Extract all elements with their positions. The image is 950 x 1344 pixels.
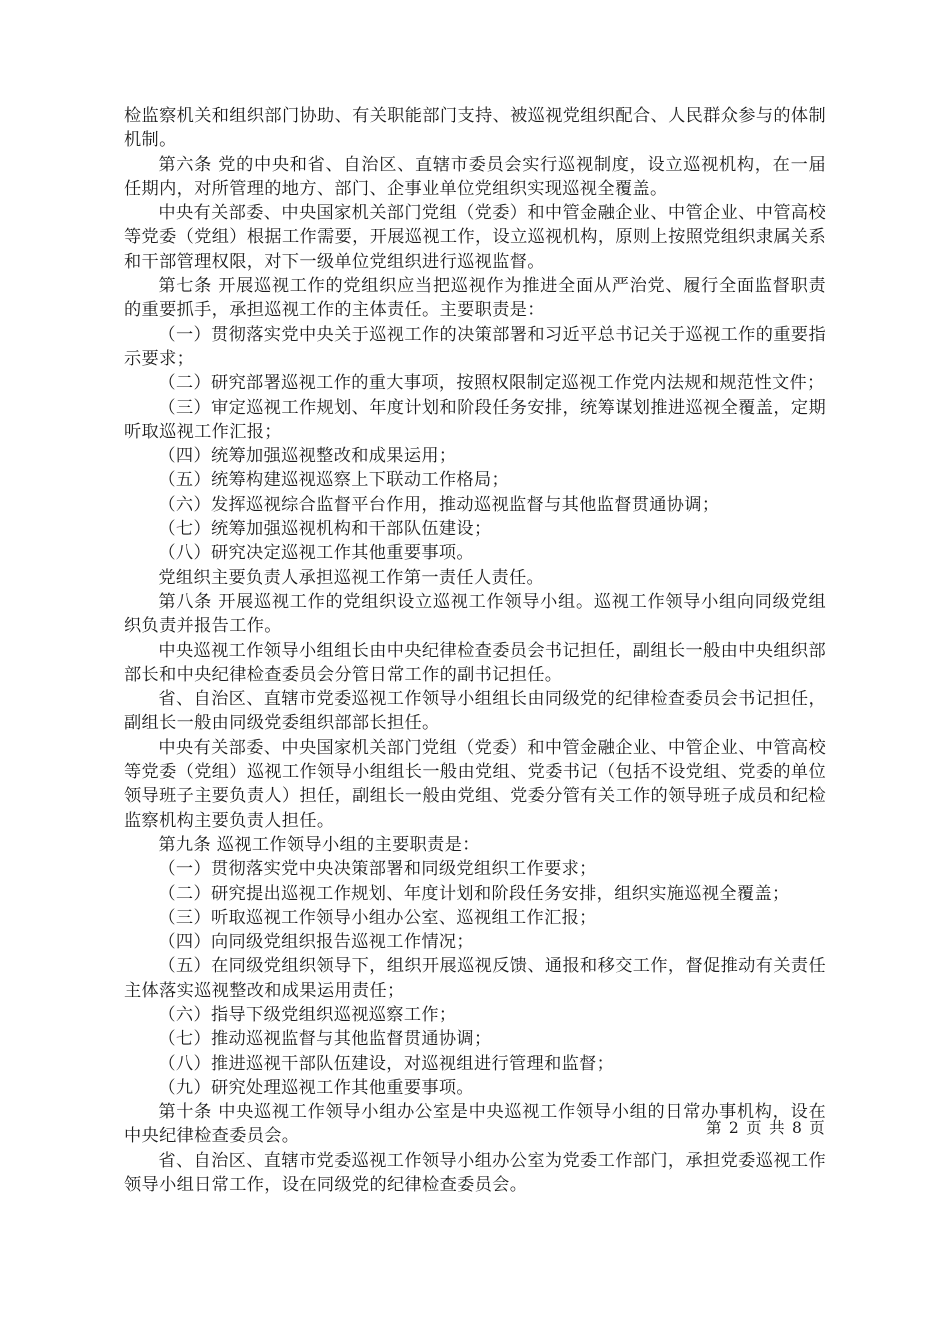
paragraph: （二）研究部署巡视工作的重大事项，按照权限制定巡视工作党内法规和规范性文件； <box>158 373 825 394</box>
paragraph: （四）向同级党组织报告巡视工作情况； <box>158 932 474 953</box>
paragraph: （七）推动巡视监督与其他监督贯通协调； <box>158 1029 492 1050</box>
paragraph: 中央有关部委、中央国家机关部门党组（党委）和中管金融企业、中管企业、中管高校等党委（党组）巡视工作领导小组组长一般由党组、党委书记（包括不设党组、党委的单位领导班子主要负责人）担任，副组长一般由党组、党委分管有关工作的领导班子成员和纪检监察机构主要负责人担任。 <box>124 737 826 831</box>
paragraph: 中央有关部委、中央国家机关部门党组（党委）和中管金融企业、中管企业、中管高校等党委（党组）根据工作需要，开展巡视工作，设立巡视机构，原则上按照党组织隶属关系和干部管理权限，对下一级单位党组织进行巡视监督。 <box>124 203 826 272</box>
paragraph: 第十条 中央巡视工作领导小组办公室是中央巡视工作领导小组的日常办事机构，设在中央纪律检查委员会。 <box>124 1102 826 1147</box>
paragraph: （八）推进巡视干部队伍建设，对巡视组进行管理和监督； <box>158 1053 615 1074</box>
paragraph: （九）研究处理巡视工作其他重要事项。 <box>158 1077 474 1098</box>
page-number-label: 第 2 页 共 8 页 <box>706 1119 826 1137</box>
paragraph: （七）统筹加强巡视机构和干部队伍建设； <box>158 519 492 540</box>
paragraph: （六）发挥巡视综合监督平台作用，推动巡视监督与其他监督贯通协调； <box>158 494 720 515</box>
paragraph: 省、自治区、直辖市党委巡视工作领导小组办公室为党委工作部门，承担党委巡视工作领导小组日常工作，设在同级党的纪律检查委员会。 <box>124 1150 826 1196</box>
paragraph: （二）研究提出巡视工作规划、年度计划和阶段任务安排，组织实施巡视全覆盖； <box>158 883 790 904</box>
paragraph: （三）听取巡视工作领导小组办公室、巡视组工作汇报； <box>158 907 597 928</box>
paragraph: 检监察机关和组织部门协助、有关职能部门支持、被巡视党组织配合、人民群众参与的体制机制。 <box>124 106 826 151</box>
paragraph: （五）统筹构建巡视巡察上下联动工作格局； <box>158 470 510 491</box>
paragraph: 第七条 开展巡视工作的党组织应当把巡视作为推进全面从严治党、履行全面监督职责的重要抓手，承担巡视工作的主体责任。主要职责是： <box>124 276 826 321</box>
paragraph: （一）贯彻落实党中央决策部署和同级党组织工作要求； <box>158 859 597 880</box>
paragraph: 第八条 开展巡视工作的党组织设立巡视工作领导小组。巡视工作领导小组向同级党组织负责并报告工作。 <box>124 591 826 637</box>
document-body <box>124 104 826 1197</box>
paragraph: 省、自治区、直辖市党委巡视工作领导小组组长由同级党的纪律检查委员会书记担任，副组长一般由同级党委组织部部长担任。 <box>124 689 826 734</box>
paragraph: （三）审定巡视工作规划、年度计划和阶段任务安排，统筹谋划推进巡视全覆盖，定期听取巡视工作汇报； <box>124 397 826 442</box>
paragraph: （一）贯彻落实党中央关于巡视工作的决策部署和习近平总书记关于巡视工作的重要指示要求； <box>124 324 826 369</box>
page-footer <box>124 1117 826 1139</box>
paragraph: 第九条 巡视工作领导小组的主要职责是： <box>158 834 480 855</box>
paragraph: （八）研究决定巡视工作其他重要事项。 <box>158 543 474 564</box>
paragraph: （四）统筹加强巡视整改和成果运用； <box>158 446 457 467</box>
paragraph: 党组织主要负责人承担巡视工作第一责任人责任。 <box>158 567 545 588</box>
paragraph: 第六条 党的中央和省、自治区、直辖市委员会实行巡视制度，设立巡视机构，在一届任期内，对所管理的地方、部门、企事业单位党组织实现巡视全覆盖。 <box>124 154 826 199</box>
paragraph: 中央巡视工作领导小组组长由中央纪律检查委员会书记担任，副组长一般由中央组织部部长和中央纪律检查委员会分管日常工作的副书记担任。 <box>124 640 826 685</box>
paragraph: （五）在同级党组织领导下，组织开展巡视反馈、通报和移交工作，督促推动有关责任主体落实巡视整改和成果运用责任； <box>124 956 826 1001</box>
paragraph: （六）指导下级党组织巡视巡察工作； <box>158 1004 457 1025</box>
